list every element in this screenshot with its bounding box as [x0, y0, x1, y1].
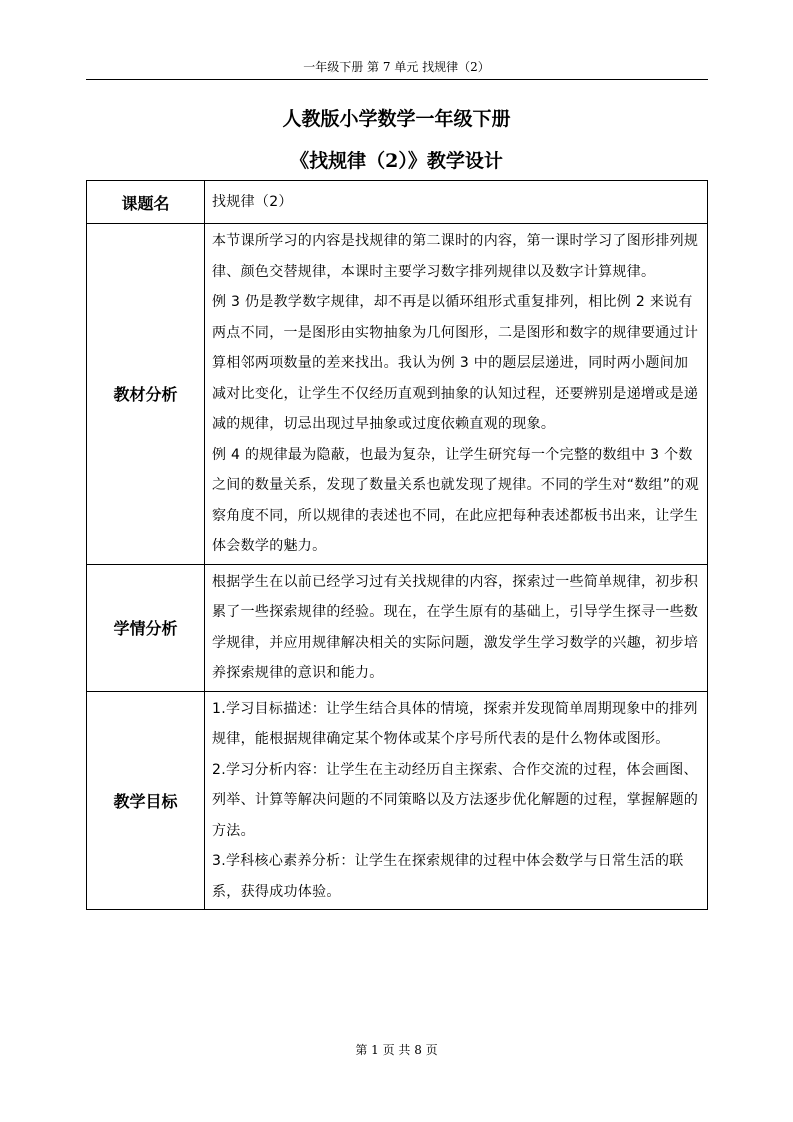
row-content-textbook-analysis	[205, 224, 708, 565]
row-label-student-analysis: 学情分析	[87, 564, 205, 691]
header-rule	[86, 79, 708, 80]
row-content-teaching-goals	[205, 691, 708, 910]
paragraph: 例 4 的规律最为隐蔽，也最为复杂，让学生研究每一个完整的数组中 3 个数之间的数量关系，发现了数量关系也就发现了规律。不同的学生对“数组”的观察角度不同，所以规律的表述也不同，在此应把每种表述都板书出来，让学生体会数学的魅力。	[212, 446, 700, 554]
document-title: 人教版小学数学一年级下册	[282, 108, 511, 130]
lesson-design-table	[86, 180, 708, 910]
row-label-topic: 课题名	[87, 181, 205, 224]
paragraph: 3.学科核心素养分析：让学生在探索规律的过程中体会数学与日常生活的联系，获得成功体验。	[212, 853, 684, 900]
paragraph: 例 3 仍是教学数字规律，却不再是以循环组形式重复排列，相比例 2 来说有两点不同，一是图形由实物抽象为几何图形，二是图形和数字的规律要通过计算相邻两项数量的差来找出。我认为例 3 中的题层层递进，同时两小题间加减对比变化，让学生不仅经历直观到抽象的认知过程，还要辨别是递增或是递减的规律，切忌出现过早抽象或过度依赖直观的现象。	[212, 294, 699, 432]
table-row-textbook-analysis	[87, 224, 708, 565]
paragraph: 2.学习分析内容：让学生在主动经历自主探索、合作交流的过程，体会画图、列举、计算等解决问题的不同策略以及方法逐步优化解题的过程，掌握解题的方法。	[212, 761, 699, 839]
table-row-topic	[87, 181, 708, 224]
row-label-textbook-analysis: 教材分析	[87, 224, 205, 565]
page-footer: 第 1 页 共 8 页	[355, 1043, 438, 1057]
table-row-student-analysis	[87, 564, 708, 691]
page-header: 一年级下册 第 7 单元 找规律（2）	[303, 60, 490, 74]
paragraph: 1.学习目标描述：让学生结合具体的情境，探索并发现简单周期现象中的排列规律，能根据规律确定某个物体或某个序号所代表的是什么物体或图形。	[212, 700, 698, 747]
row-content-student-analysis	[205, 564, 708, 691]
document-subtitle: 《找规律（2）》教学设计	[290, 150, 503, 172]
paragraph: 找规律（2）	[212, 194, 293, 210]
paragraph: 根据学生在以前已经学习过有关找规律的内容，探索过一些简单规律，初步积累了一些探索规律的经验。现在，在学生原有的基础上，引导学生探寻一些数学规律，并应用规律解决相关的实际问题，激发学生学习数学的兴趣，初步培养探索规律的意识和能力。	[212, 573, 699, 681]
row-content-topic	[205, 181, 708, 224]
paragraph: 本节课所学习的内容是找规律的第二课时的内容，第一课时学习了图形排列规律、颜色交替规律，本课时主要学习数字排列规律以及数字计算规律。	[212, 233, 699, 280]
table-row-teaching-goals	[87, 691, 708, 910]
row-label-teaching-goals: 教学目标	[87, 691, 205, 910]
